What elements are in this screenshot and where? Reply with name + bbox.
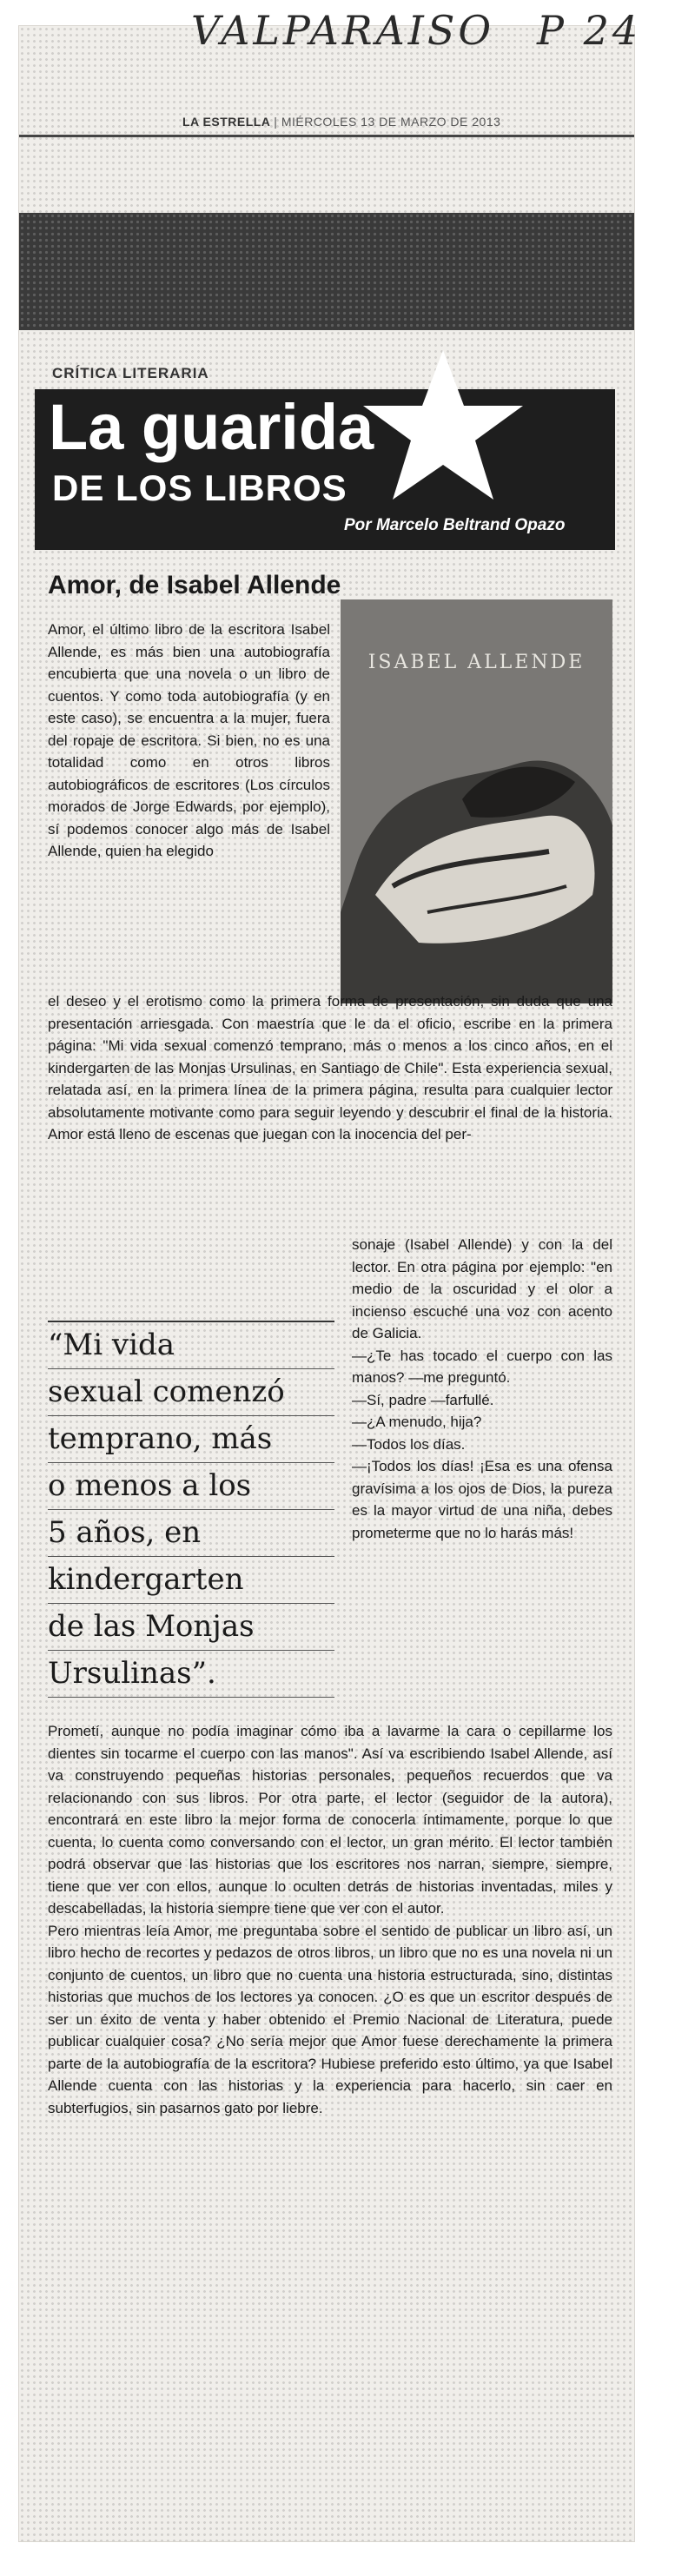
byline: Por Marcelo Beltrand Opazo [344,516,566,534]
pull-quote-line: o menos a los [48,1463,334,1510]
star-icon [356,343,530,508]
article-paragraph-3: sonaje (Isabel Allende) y con la del lector. En otra página por ejemplo: "en medio de la oscuridad y el olor a incienso escuché una voz con acento de Galicia. —¿Te has tocado el cuerpo con las manos? —me preguntó. —Sí, padre —farfullé. —¿A menudo, hija? —Todos los días. —¡Todos los días! ¡Esa es una ofensa gravísima a los ojos de Dios, la pureza es la mayor virtud de una niña, debes prometerme que no lo harás más! [352,1236,612,1541]
pull-quote-line: “Mi vida [48,1322,334,1369]
pull-quote-line: de las Monjas [48,1604,334,1651]
cover-author-name: ISABEL ALLENDE [367,652,586,673]
column-subtitle: DE LOS LIBROS [52,467,348,508]
pull-quote-line: kindergarten [48,1557,334,1604]
column-title: La guarida [49,391,374,463]
article-title: Amor, de Isabel Allende [48,571,341,599]
pull-quote-line: sexual comenzó [48,1369,334,1416]
handwritten-page-note: P 24 [537,7,642,54]
book-cover-image [341,599,612,1003]
article-paragraph-2: el deseo y el erotismo como la primera forma de presentación, sin duda que una presentación arriesgada. Con maestría que le da el oficio, escribe en la primera página: "Mi vida sexual comenzó temprano, más o menos a los cinco años, en el kindergarten de las Monjas Ursulinas, en Santiago de Chile". Esta experiencia sexual, relatada así, en la primera línea de la primera página, resulta para cualquier lector absolutamente motivante como para seguir leyendo y descubrir el final de la historia. Amor está lleno de escenas que juegan con la inocencia del per- [48,993,612,1142]
newspaper-name: LA ESTRELLA [182,115,270,129]
halftone-band [19,213,634,330]
header-rule [19,135,634,137]
article-paragraph-4: Prometí, aunque no podía imaginar cómo iba a lavarme la cara o cepillarme los dientes sin tocarme el cuerpo con las manos". Así va escribiendo Isabel Allende, así va construyendo pequeñas historias personales, pequeños recuerdos que va relacionando con sus libros. Por otra parte, el lector (seguidor de la autora), encontrará en este libro la mejor forma de conocerla íntimamente, porque lo que cuenta, lo cuenta como conversando con el lector, un gran mérito. El lector también podrá observar que las historias que los escritores nos narran, siempre, siempre, tiene que ver con ellos, aunque lo oculten detrás de historias inventadas, miles y descabelladas, la historia siempre tiene que ver con el autor. Pero mientras leía Amor, me preguntaba sobre el sentido de publicar un libro así, un libro hecho de recortes y pedazos de otros libros, un libro que no es una novela ni un conjunto de cuentos, un libro que no cuenta una historia estructurada, sino, distintas historias que muchos de los lectores ya conocen. ¿O es que un escritor después de ser un éxito de venta y haber obtenido el Premio Nacional de Literatura, puede publicar cualquier cosa? ¿No sería mejor que Amor fuese derechamente la primera parte de la autobiografía de la escritora? Hubiese preferido esto último, ya que Isabel Allende cuenta con las historias y la experiencia para hacerlo, sin caer en subterfugios, sin pasarnos gato por liebre. [48,1723,612,2116]
section-label: CRÍTICA LITERARIA [52,365,209,381]
article-paragraph-1: Amor, el último libro de la escritora Isabel Allende, es más bien una autobiografía encubierta que una novela o un libro de cuentos. Y como toda autobiografía (y en este caso), se encuentra a la mujer, fuera del ropaje de escritora. Si bien, no es una totalidad como en otros libros autobiográficos de escritores (Los círculos morados de Jorge Edwards, por ejemplo), sí podemos conocer algo más de Isabel Allende, quien ha elegido [48,621,330,859]
pull-quote-line: 5 años, en [48,1510,334,1557]
pull-quote-line: temprano, más [48,1416,334,1463]
pull-quote [48,1321,334,1698]
pull-quote-line: Ursulinas”. [48,1651,334,1698]
dateline [182,115,617,129]
handwritten-city-note: VALPARAISO [191,7,495,54]
publication-date: | MIÉRCOLES 13 DE MARZO DE 2013 [274,115,501,129]
